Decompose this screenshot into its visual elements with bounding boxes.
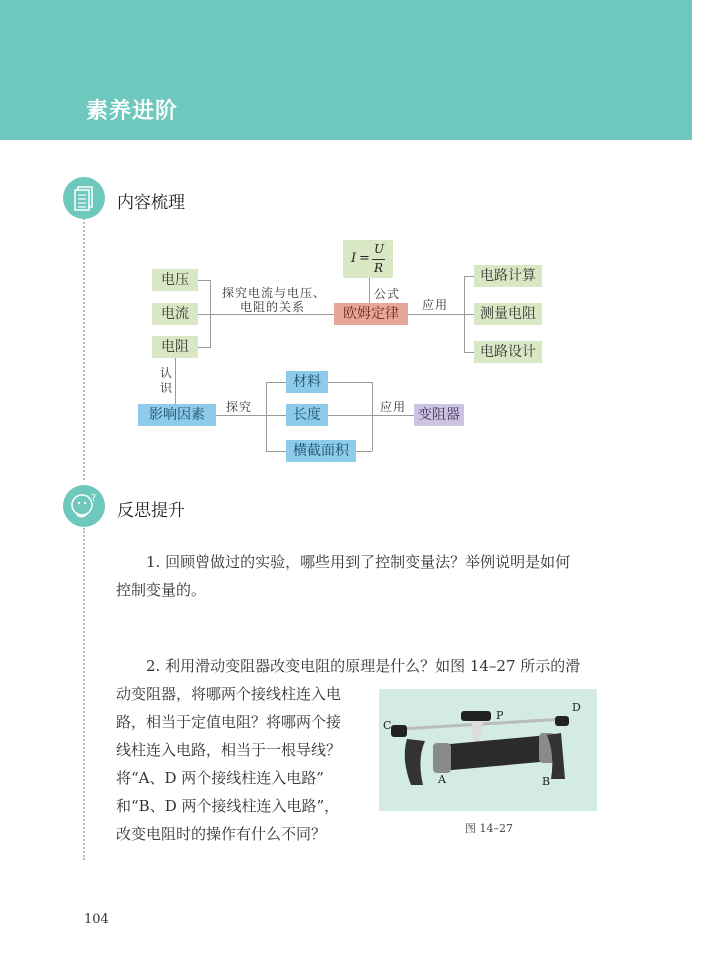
node-current: 电流 bbox=[152, 303, 198, 325]
explore-label-2: 探究 bbox=[226, 400, 253, 414]
node-resistance: 电阻 bbox=[152, 336, 198, 358]
connector bbox=[266, 382, 267, 451]
section-title-reflection: 反思提升 bbox=[117, 501, 185, 521]
connector bbox=[198, 347, 210, 348]
rheostat-figure bbox=[379, 689, 597, 811]
formula-numerator: U bbox=[374, 242, 385, 256]
question-2-line: 路，相当于定值电阻？将哪两个接 bbox=[116, 713, 342, 731]
fraction-bar bbox=[372, 259, 385, 260]
connector bbox=[464, 352, 474, 353]
connector bbox=[464, 314, 474, 315]
connector bbox=[369, 278, 370, 303]
connector bbox=[356, 451, 372, 452]
node-ohms-law: 欧姆定律 bbox=[334, 303, 408, 325]
formula-eq: = bbox=[359, 251, 370, 266]
connector bbox=[328, 415, 372, 416]
question-1-line-2: 控制变量的。 bbox=[116, 581, 207, 599]
explore-label: 电阻的关系 bbox=[240, 300, 306, 314]
question-1-line-1: 1. 回顾曾做过的实验，哪些用到了控制变量法？举例说明是如何 bbox=[146, 553, 571, 571]
question-2-line: 动变阻器，将哪两个接线柱连入电 bbox=[116, 685, 342, 703]
node-material: 材料 bbox=[286, 371, 328, 393]
node-length: 长度 bbox=[286, 404, 328, 426]
figure-caption: 图 14–27 bbox=[465, 822, 513, 835]
formula-lhs: I bbox=[351, 251, 357, 266]
svg-text:?: ? bbox=[91, 493, 97, 504]
thinking-head-icon bbox=[63, 485, 105, 527]
section-title-content-review: 内容梳理 bbox=[117, 193, 185, 213]
connector bbox=[408, 314, 464, 315]
connector bbox=[464, 276, 474, 277]
connector bbox=[266, 415, 286, 416]
explore-label: 探究电流与电压、 bbox=[222, 286, 327, 300]
banner-title: 素养进阶 bbox=[86, 98, 179, 124]
formula-denominator: R bbox=[374, 261, 384, 275]
slider-p-label: P bbox=[496, 709, 504, 722]
connector bbox=[372, 415, 414, 416]
section-divider-line bbox=[83, 528, 85, 860]
document-list-icon bbox=[63, 177, 105, 219]
node-circuit-design: 电路设计 bbox=[474, 341, 542, 363]
apply-label-2: 应用 bbox=[380, 400, 407, 414]
node-measure-resistance: 测量电阻 bbox=[474, 303, 542, 325]
connector bbox=[372, 382, 373, 451]
connector bbox=[328, 382, 372, 383]
terminal-a-label: A bbox=[438, 773, 446, 786]
formula-label: 公式 bbox=[374, 287, 401, 301]
question-2-line: 将“A、D 两个接线柱连入电路” bbox=[116, 769, 324, 787]
formula-box bbox=[343, 240, 393, 278]
question-2-line: 改变电阻时的操作有什么不同？ bbox=[116, 825, 327, 843]
node-circuit-calc: 电路计算 bbox=[474, 265, 542, 287]
sliding-rheostat-image bbox=[379, 689, 597, 811]
node-rheostat: 变阻器 bbox=[414, 404, 464, 426]
node-influencing-factors: 影响因素 bbox=[138, 404, 216, 426]
connector bbox=[266, 451, 286, 452]
question-2-line: 线柱连入电路，相当于一根导线？ bbox=[116, 741, 342, 759]
question-2-line: 和“B、D 两个接线柱连入电路”， bbox=[116, 797, 340, 815]
connector bbox=[198, 280, 210, 281]
question-2-line-1: 2. 利用滑动变阻器改变电阻的原理是什么？如图 14–27 所示的滑 bbox=[146, 657, 581, 675]
terminal-c-label: C bbox=[383, 719, 392, 732]
header-banner bbox=[0, 0, 692, 140]
connector bbox=[216, 415, 266, 416]
apply-label: 应用 bbox=[422, 298, 449, 312]
page-number: 104 bbox=[84, 912, 109, 927]
recognize-label: 认识 bbox=[160, 366, 174, 395]
terminal-b-label: B bbox=[542, 775, 551, 788]
connector bbox=[266, 382, 286, 383]
node-cross-section: 横截面积 bbox=[286, 440, 356, 462]
connector bbox=[175, 358, 176, 404]
terminal-d-label: D bbox=[572, 701, 581, 714]
section-divider-line bbox=[83, 218, 85, 480]
node-voltage: 电压 bbox=[152, 269, 198, 291]
